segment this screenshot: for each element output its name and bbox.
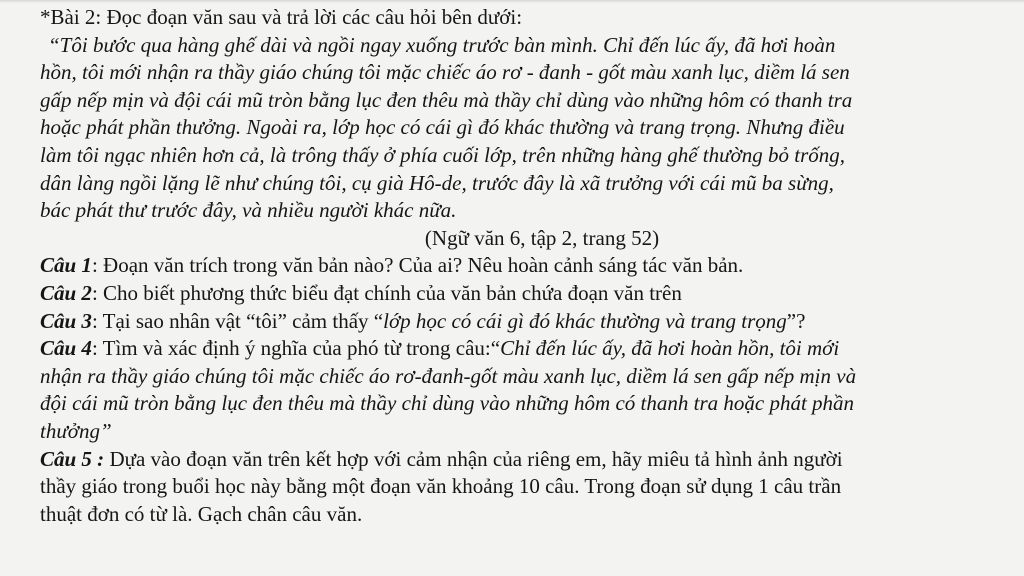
question-quote: nhận ra thầy giáo chúng tôi mặc chiếc áo rơ-đanh-gốt màu xanh lục, diềm lá sen gấp nếp mịn và bbox=[40, 363, 857, 388]
question-text-end: ”? bbox=[786, 308, 806, 333]
passage-line: bác phát thư trước đây, và nhiều người khác nữa. bbox=[40, 198, 457, 223]
question-label: Câu 5 : bbox=[40, 446, 105, 471]
question-label: Câu 4 bbox=[40, 336, 92, 361]
passage-line: hồn, tôi mới nhận ra thầy giáo chúng tôi mặc chiếc áo rơ - đanh - gốt màu xanh lục, diềm lá sen bbox=[40, 60, 850, 85]
question-text: : Tìm và xác định ý nghĩa của phó từ trong câu:“ bbox=[91, 336, 501, 361]
exercise-heading: *Bài 2: Đọc đoạn văn sau và trả lời các câu hỏi bên dưới: bbox=[40, 5, 523, 29]
question-text-end: ” bbox=[100, 418, 112, 443]
question-label: Câu 3 bbox=[40, 308, 92, 333]
passage-line: hoặc phát phần thưởng. Ngoài ra, lớp học có cái gì đó khác thường và trang trọng. Nhưng điều bbox=[40, 115, 845, 140]
reading-passage bbox=[40, 32, 984, 225]
passage-line: dân làng ngồi lặng lẽ như chúng tôi, cụ già Hô-de, trước đây là xã trưởng với cái mũ ba sừng, bbox=[40, 170, 834, 195]
question-quote: lớp học có cái gì đó khác thường và trang trọng bbox=[383, 308, 787, 333]
question-text: thầy giáo trong buổi học này bằng một đoạn văn khoảng 10 câu. Trong đoạn sử dụng 1 câu trần bbox=[40, 474, 842, 499]
question-quote: đội cái mũ tròn bằng lục đen thêu mà thầy chỉ dùng vào những hôm có thanh tra hoặc phát phần bbox=[40, 391, 855, 416]
passage-line: gấp nếp mịn và đội cái mũ tròn bằng lục đen thêu mà thầy chỉ dùng vào những hôm có thanh tra bbox=[40, 87, 853, 112]
passage-line: “Tôi bước qua hàng ghế dài và ngồi ngay xuống trước bàn mình. Chỉ đến lúc ấy, đã hơi hoàn bbox=[48, 32, 836, 57]
question-text: : Đoạn văn trích trong văn bản nào? Của ai? Nêu hoàn cảnh sáng tác văn bản. bbox=[91, 253, 744, 278]
question-text: : Tại sao nhân vật “tôi” cảm thấy “ bbox=[91, 308, 384, 333]
question-text: : Cho biết phương thức biểu đạt chính của văn bản chứa đoạn văn trên bbox=[91, 280, 682, 305]
question-2 bbox=[40, 280, 984, 308]
passage-line: làm tôi ngạc nhiên hơn cả, là trông thấy ở phía cuối lớp, trên những hàng ghế thường bỏ trống, bbox=[40, 142, 846, 167]
question-3 bbox=[40, 308, 984, 336]
question-text: thuật đơn có từ là. Gạch chân câu văn. bbox=[40, 501, 363, 526]
question-quote: Chỉ đến lúc ấy, đã hơi hoàn hồn, tôi mới bbox=[500, 336, 840, 361]
question-text: Dựa vào đoạn văn trên kết hợp với cảm nhận của riêng em, hãy miêu tả hình ảnh người bbox=[104, 446, 843, 471]
question-5 bbox=[40, 446, 984, 529]
question-label: Câu 2 bbox=[40, 280, 92, 305]
page-edge-shadow bbox=[0, 0, 1024, 3]
passage-source: (Ngữ văn 6, tập 2, trang 52) bbox=[424, 225, 660, 250]
question-1 bbox=[40, 252, 984, 280]
question-label: Câu 1 bbox=[40, 253, 92, 278]
question-quote: thưởng bbox=[40, 418, 100, 443]
question-4 bbox=[40, 335, 984, 445]
